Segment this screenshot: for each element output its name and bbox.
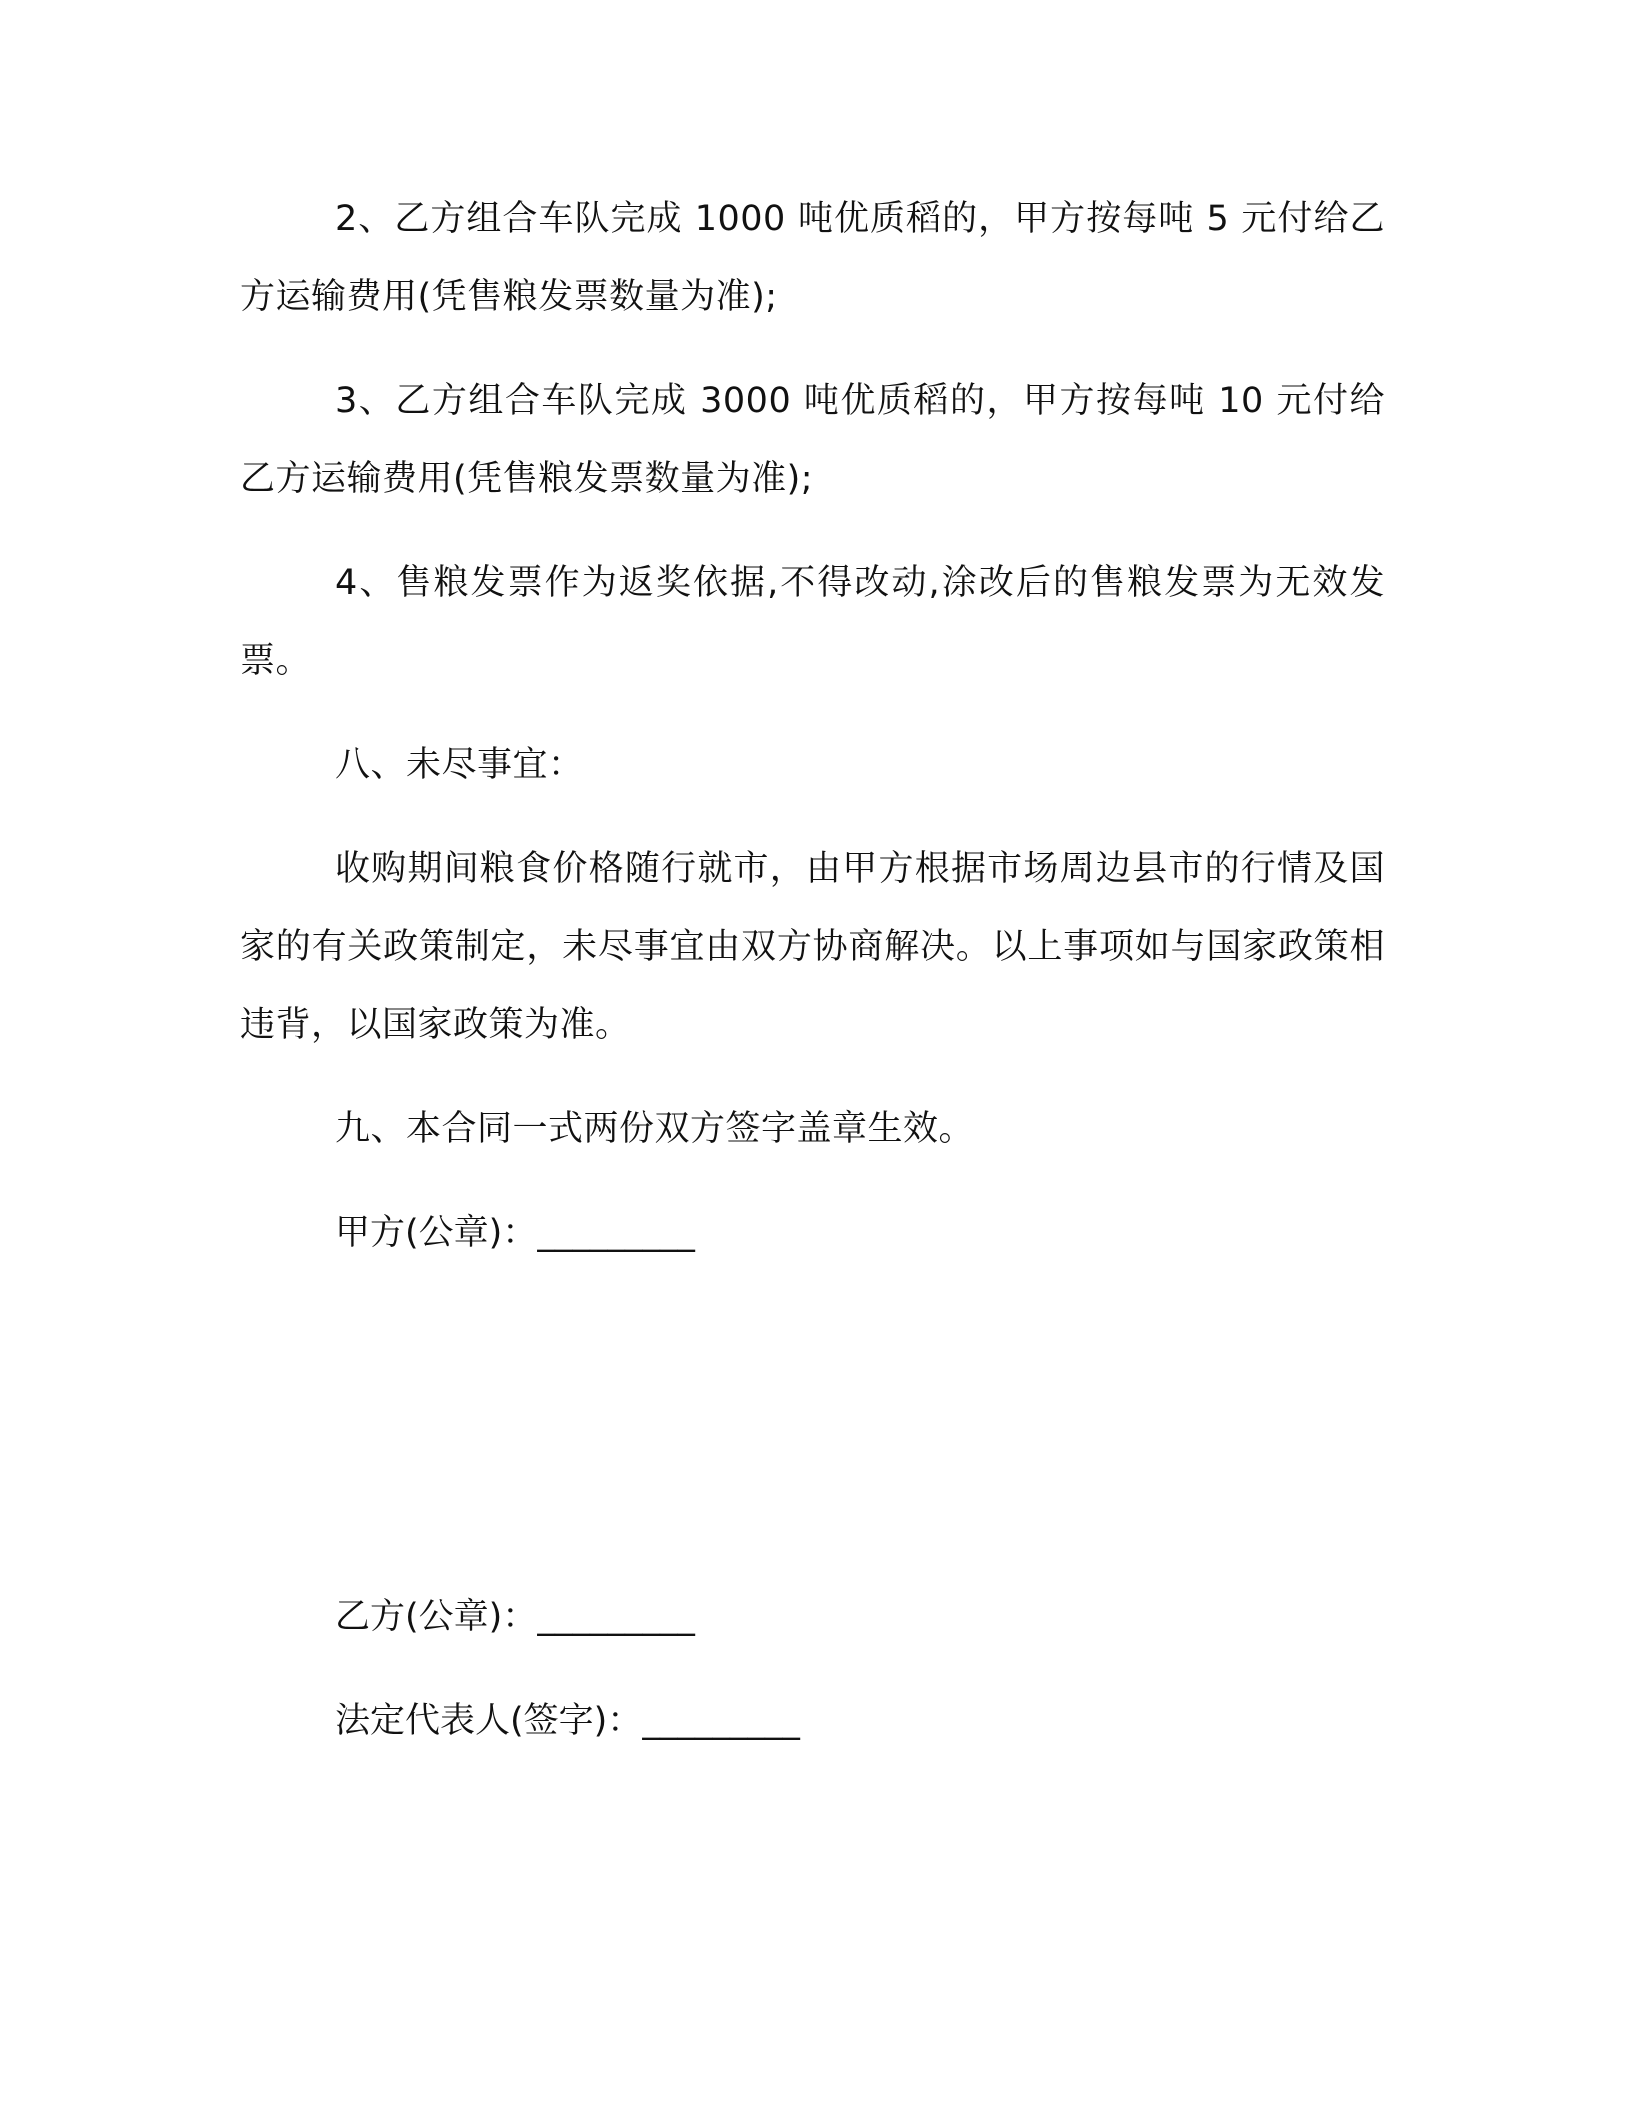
clause-3: 3、乙方组合车队完成 3000 吨优质稻的，甲方按每吨 10 元付给乙方运输费用(凭售粮发票数量为准); — [240, 381, 1385, 499]
legal-rep-blank: _________ — [642, 1701, 800, 1741]
document-body — [240, 180, 1385, 1760]
party-b-label: 乙方(公章)： — [335, 1597, 538, 1637]
party-a-label: 甲方(公章)： — [335, 1213, 538, 1253]
section-8-heading: 八、未尽事宜： — [335, 745, 584, 785]
party-b-blank: _________ — [537, 1597, 695, 1637]
clause-2: 2、乙方组合车队完成 1000 吨优质稻的，甲方按每吨 5 元付给乙方运输费用(凭售粮发票数量为准); — [240, 199, 1385, 317]
section-9-heading: 九、本合同一式两份双方签字盖章生效。 — [335, 1109, 975, 1149]
legal-rep-label: 法定代表人(签字)： — [335, 1701, 643, 1741]
party-b-signature-line — [240, 1578, 1385, 1656]
clause-4: 4、售粮发票作为返奖依据,不得改动,涂改后的售粮发票为无效发票。 — [240, 563, 1385, 681]
party-a-blank: _________ — [537, 1213, 695, 1253]
legal-rep-signature-line — [240, 1682, 1385, 1760]
party-a-signature-line — [240, 1194, 1385, 1272]
section-8-body: 收购期间粮食价格随行就市，由甲方根据市场周边县市的行情及国家的有关政策制定，未尽事宜由双方协商解决。以上事项如与国家政策相违背，以国家政策为准。 — [240, 849, 1385, 1045]
